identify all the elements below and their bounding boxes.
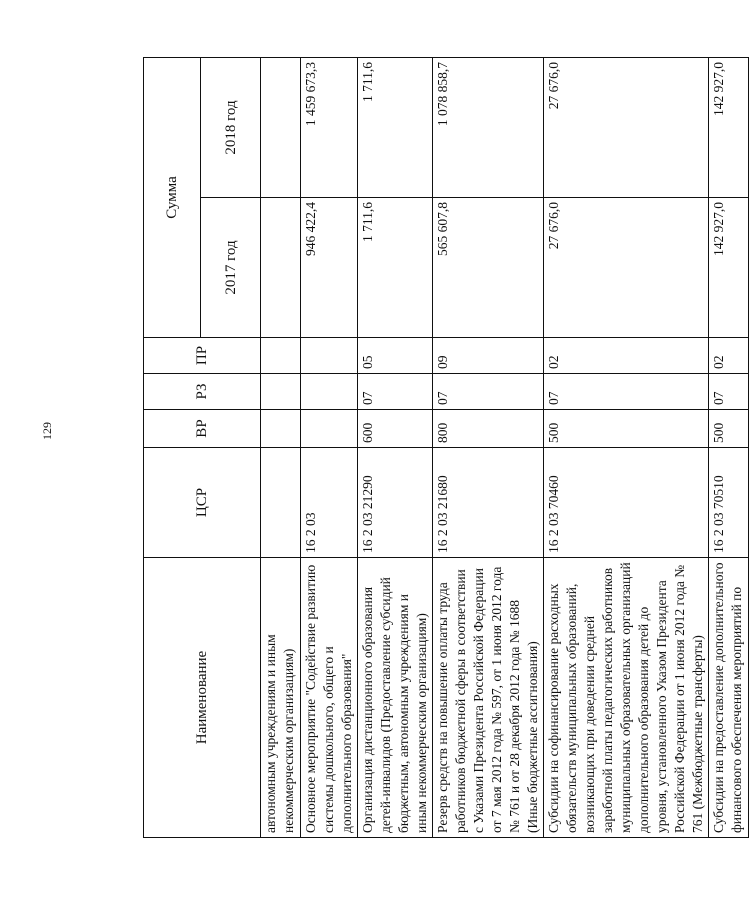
- cell-csr: 16 2 03 21680: [433, 448, 544, 558]
- cell-rz: 07: [709, 374, 749, 410]
- cell-pr: 02: [709, 338, 749, 374]
- cell-vr: 600: [358, 410, 433, 448]
- header-name: Наименование: [144, 558, 261, 838]
- table-row: [433, 57, 544, 837]
- header-sum: Сумма: [144, 57, 201, 337]
- cell-2018: 142 927,0: [709, 57, 749, 197]
- cell-2018: 1 459 673,3: [301, 57, 358, 197]
- cell-vr: 500: [544, 410, 709, 448]
- table-row: [709, 57, 749, 837]
- page-number: 129: [40, 422, 54, 440]
- table-row: [544, 57, 709, 837]
- table-row: [301, 57, 358, 837]
- cell-csr: [261, 448, 301, 558]
- cell-2017: [261, 198, 301, 338]
- cell-pr: 02: [544, 338, 709, 374]
- cell-2018: [261, 57, 301, 197]
- cell-2017: 565 607,8: [433, 198, 544, 338]
- cell-csr: 16 2 03 70460: [544, 448, 709, 558]
- cell-rz: [301, 374, 358, 410]
- cell-rz: 07: [544, 374, 709, 410]
- header-rz: РЗ: [144, 374, 261, 410]
- cell-vr: [261, 410, 301, 448]
- table-row: [358, 57, 433, 837]
- cell-2018: 1 711,6: [358, 57, 433, 197]
- cell-vr: 800: [433, 410, 544, 448]
- header-2017: 2017 год: [201, 198, 261, 338]
- rotated-page: [143, 58, 744, 838]
- header-row-1: [144, 57, 201, 837]
- cell-2017: 946 422,4: [301, 198, 358, 338]
- cell-vr: [301, 410, 358, 448]
- cell-2017: 1 711,6: [358, 198, 433, 338]
- cell-name: Субсидии на софинансирование расходных обязательств муниципальных образований, возникающих при доведении средней заработной платы педагогических работников муниципальных образовательных организаций дополнительного образования детей до уровня, установленного Указом Президента Российской Федерации от 1 июня 2012 года № 761 (Межбюджетные трансферты): [544, 558, 709, 838]
- cell-pr: 05: [358, 338, 433, 374]
- cell-vr: 500: [709, 410, 749, 448]
- table-row: [261, 57, 301, 837]
- cell-2017: 142 927,0: [709, 198, 749, 338]
- cell-pr: 09: [433, 338, 544, 374]
- cell-rz: 07: [433, 374, 544, 410]
- cell-pr: [261, 338, 301, 374]
- cell-name: Основное мероприятие "Содействие развитию системы дошкольного, общего и дополнительного образования": [301, 558, 358, 838]
- cell-csr: 16 2 03: [301, 448, 358, 558]
- cell-name: автономным учреждениям и иным некоммерческим организациям): [261, 558, 301, 838]
- cell-2018: 27 676,0: [544, 57, 709, 197]
- cell-2017: 27 676,0: [544, 198, 709, 338]
- header-2018: 2018 год: [201, 57, 261, 197]
- header-csr: ЦСР: [144, 448, 261, 558]
- cell-csr: 16 2 03 21290: [358, 448, 433, 558]
- cell-name: Резерв средств на повышение оплаты труда работников бюджетной сферы в соответствии с Указами Президента Российской Федерации от 7 мая 2012 года № 597, от 1 июня 2012 года № 761 и от 28 декабря 2012 года № 1688 (Иные бюджетные ассигнования): [433, 558, 544, 838]
- cell-rz: 07: [358, 374, 433, 410]
- budget-table: [143, 57, 749, 838]
- cell-rz: [261, 374, 301, 410]
- cell-pr: [301, 338, 358, 374]
- cell-csr: 16 2 03 70510: [709, 448, 749, 558]
- cell-name: Субсидии на предоставление дополнительного финансового обеспечения мероприятий по: [709, 558, 749, 838]
- cell-name: Организация дистанционного образования детей-инвалидов (Предоставление субсидий бюджетным, автономным учреждениям и иным некоммерческим организациям): [358, 558, 433, 838]
- header-pr: ПР: [144, 338, 261, 374]
- cell-2018: 1 078 858,7: [433, 57, 544, 197]
- header-vr: ВР: [144, 410, 261, 448]
